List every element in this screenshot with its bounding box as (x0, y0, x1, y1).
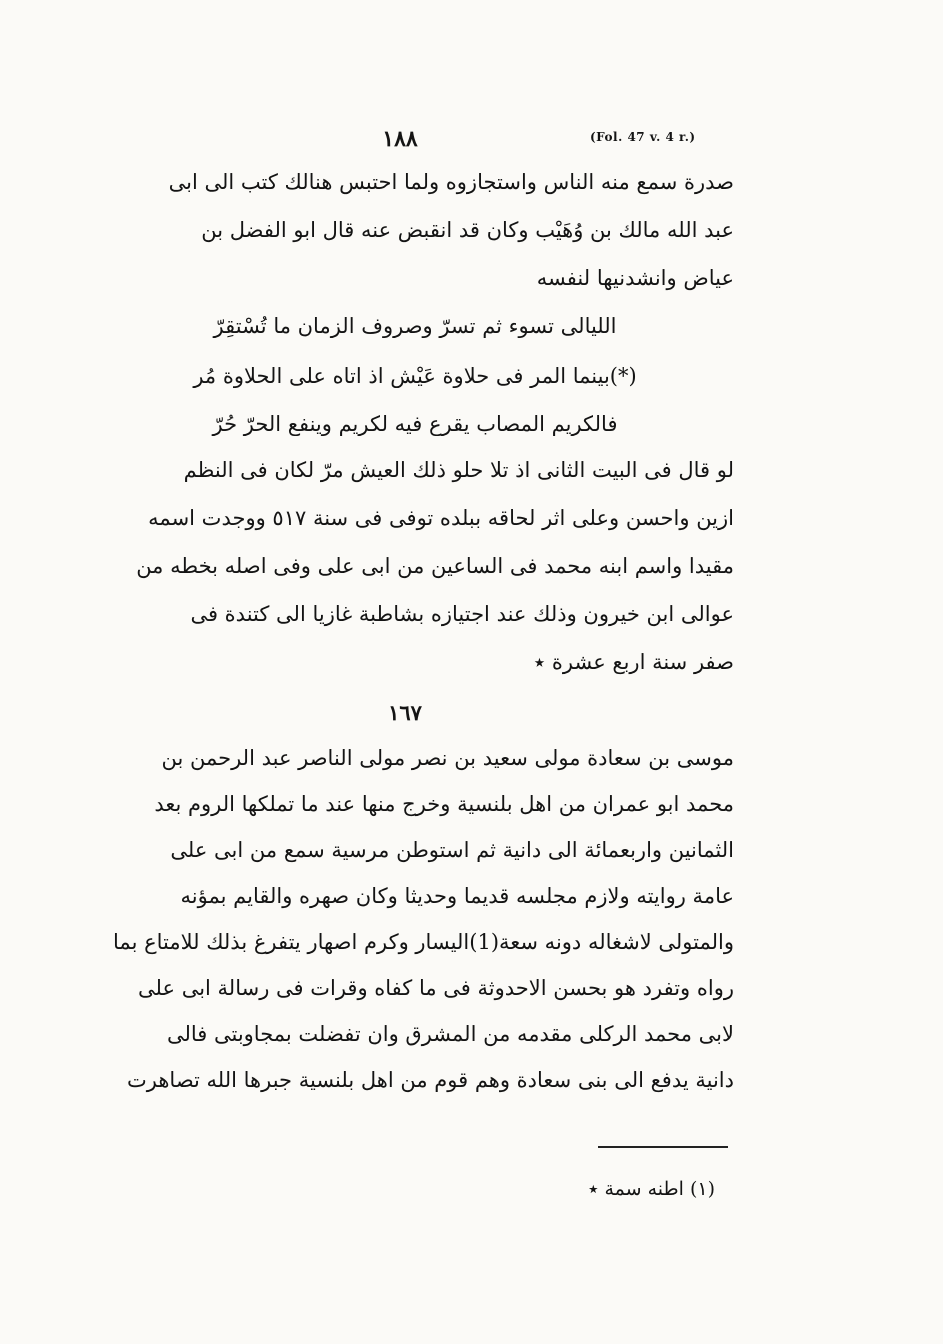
text-line: صدرة سمع منه الناس واستجازوه ولما احتبس هنالك كتب الى ابى (168, 172, 734, 194)
text-line: موسى بن سعادة مولى سعيد بن نصر مولى الناصر عبد الرحمن بن (161, 748, 734, 770)
footnote-divider (598, 1146, 728, 1148)
text-line: لو قال فى البيت الثانى اذ تلا حلو ذلك العيش مرّ لكان فى النظم (183, 460, 734, 482)
text-line: عوالى ابن خيرون وذلك عند اجتيازه بشاطبة غازيا الى كتندة فى (190, 604, 734, 626)
text-line: مقيدا واسم ابنه محمد فى الساعين من ابى على وفى اصله بخطه من (136, 556, 734, 578)
entry-166-opening (96, 172, 734, 316)
text-line: دانية يدفع الى بنى سعادة وهم قوم من اهل بلنسية جبرها الله تصاهرت (126, 1070, 734, 1092)
verse-line: (*)بينما المر فى حلاوة عَيْش اذ اتاه على الحلاوة مُر (193, 364, 637, 388)
text-line: الثمانين واربعمائة الى دانية ثم استوطن مرسية سمع من ابى على (170, 840, 734, 862)
text-line: عامة روايته ولازم مجلسه قديما وحديثا وكان صهره والقايم بمؤنه (180, 886, 734, 908)
text-line: لابى محمد الركلى مقدمه من المشرق وان تفضلت بمجاوبتى فالى (166, 1024, 734, 1046)
entry-166-commentary (96, 460, 734, 700)
entry-167-body (96, 748, 734, 1116)
section-number: ١٦٧ (388, 700, 422, 725)
verse-line: فالكريم المصاب يقرع فيه لكريم وينفع الحرّ حُرّ (212, 412, 618, 436)
text-line: صفر سنة اربع عشرة ٭ (533, 652, 734, 674)
text-line: رواه وتفرد هو بحسن الاحدوثة فى ما كفاه وقرات فى رسالة ابى على (138, 978, 734, 1000)
footnote: (١) اطنه سمة ٭ (588, 1178, 715, 1200)
page-number: ١٨٨ (382, 126, 418, 152)
text-line: والمتولى لاشغاله دونه سعة(1)اليسار وكرم اصهار يتفرغ بذلك للامتاع بما (113, 932, 734, 954)
verse-line: الليالى تسوء ثم تسرّ وصروف الزمان ما تُسْتقِرّ (213, 314, 617, 338)
folio-reference: (Fol. 47 v. 4 r.) (590, 130, 696, 144)
text-line: ازين واحسن وعلى اثر لحاقه ببلده توفى فى سنة ٥١٧ ووجدت اسمه (148, 508, 734, 530)
text-line: عياض وانشدنيها لنفسه (536, 268, 734, 290)
text-line: عبد الله مالك بن وُهَيْب وكان قد انقبض عنه قال ابو الفضل بن (201, 220, 734, 242)
text-line: محمد ابو عمران من اهل بلنسية وخرج منها عند ما تملكها الروم بعد (154, 794, 734, 816)
